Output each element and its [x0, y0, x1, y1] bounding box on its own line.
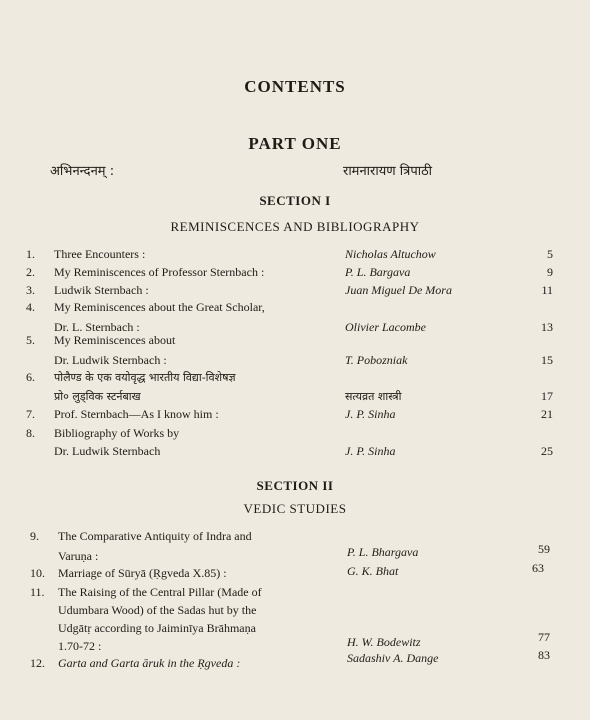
- entry-title: Marriage of Sūryā (Ṛgveda X.85) :: [58, 566, 227, 580]
- section-2-subtitle: VEDIC STUDIES: [243, 501, 347, 516]
- entry-page: 77: [538, 630, 550, 644]
- entry-title-line-2: प्रो० लुड्विक स्टर्नबाख: [54, 390, 141, 403]
- entry-title: Ludwik Sternbach :: [54, 283, 149, 297]
- entry-title-line-2: Dr. L. Sternbach :: [54, 320, 140, 334]
- entry-page: 11: [541, 283, 553, 297]
- section-1-label: SECTION I: [259, 193, 331, 208]
- entry-title-line-2: Dr. Ludwik Sternbach :: [54, 353, 167, 367]
- entry-title-line-1: पोलैण्ड के एक वयोवृद्ध भारतीय विद्या-विशेषज्ञ: [54, 371, 236, 384]
- entry-title-line-1: Bibliography of Works by: [54, 426, 180, 440]
- entry-page: 59: [538, 542, 550, 556]
- entry-title-line-3: Udgātṛ according to Jaiminīya Brāhmaṇa: [58, 621, 256, 635]
- entry-title-line-1: My Reminiscences about the Great Scholar,: [54, 300, 265, 314]
- entry-page: 63: [532, 561, 544, 575]
- entry-author: Sadashiv A. Dange: [347, 651, 439, 665]
- entry-title-line-2: Dr. Ludwik Sternbach: [54, 444, 161, 458]
- entry-title: Prof. Sternbach—As I know him :: [54, 407, 219, 421]
- entry-number: 10.: [30, 566, 45, 580]
- entry-author: P. L. Bargava: [345, 265, 411, 279]
- entry-page: 83: [538, 648, 550, 662]
- entry-title: Garta and Garta āruk in the Ṛgveda :: [58, 656, 241, 670]
- entry-page: 17: [541, 389, 553, 403]
- entry-number: 11.: [30, 585, 45, 599]
- entry-title-line-1: The Raising of the Central Pillar (Made of: [58, 585, 262, 599]
- entry-author: H. W. Bodewitz: [347, 635, 421, 649]
- page-title: CONTENTS: [244, 77, 346, 96]
- entry-author: T. Pobozniak: [345, 353, 408, 367]
- entry-page: 13: [541, 320, 553, 334]
- abhinandanam-title: अभिनन्दनम् :: [50, 164, 115, 179]
- entry-author: Nicholas Altuchow: [345, 247, 436, 261]
- entry-page: 5: [547, 247, 553, 261]
- bleed-through-right: [554, 0, 590, 720]
- entry-number: 4.: [26, 300, 35, 314]
- entry-number: 6.: [26, 370, 35, 384]
- entry-title-line-2: Udumbara Wood) of the Sadas hut by the: [58, 603, 257, 617]
- bleed-through-left: [0, 0, 18, 720]
- entry-page: 25: [541, 444, 553, 458]
- section-1-subtitle: REMINISCENCES AND BIBLIOGRAPHY: [170, 219, 420, 234]
- entry-number: 7.: [26, 407, 35, 421]
- entry-number: 5.: [26, 333, 35, 347]
- entry-title: Three Encounters :: [54, 247, 146, 261]
- entry-author: P. L. Bhargava: [347, 545, 419, 559]
- section-2-label: SECTION II: [256, 478, 334, 493]
- entry-number: 2.: [26, 265, 35, 279]
- entry-title-line-1: The Comparative Antiquity of Indra and: [58, 529, 252, 543]
- entry-author: Juan Miguel De Mora: [345, 283, 452, 297]
- entry-author: G. K. Bhat: [347, 564, 399, 578]
- entry-page: 21: [541, 407, 553, 421]
- entry-author: J. P. Sinha: [345, 444, 396, 458]
- entry-author: J. P. Sinha: [345, 407, 396, 421]
- entry-title-line-2: Varuṇa :: [58, 549, 99, 563]
- abhinandanam-author: रामनारायण त्रिपाठी: [343, 164, 433, 179]
- entry-page: 9: [547, 265, 553, 279]
- entry-number: 1.: [26, 247, 35, 261]
- entry-title-line-1: My Reminiscences about: [54, 333, 176, 347]
- entry-number: 8.: [26, 426, 35, 440]
- entry-author: Olivier Lacombe: [345, 320, 426, 334]
- entry-title-line-4: 1.70-72 :: [58, 639, 102, 653]
- entry-number: 9.: [30, 529, 39, 543]
- part-title: PART ONE: [248, 134, 342, 153]
- entry-page: 15: [541, 353, 553, 367]
- entry-number: 3.: [26, 283, 35, 297]
- entry-title: My Reminiscences of Professor Sternbach :: [54, 265, 265, 279]
- entry-author: सत्यव्रत शास्त्री: [345, 390, 402, 403]
- entry-number: 12.: [30, 656, 45, 670]
